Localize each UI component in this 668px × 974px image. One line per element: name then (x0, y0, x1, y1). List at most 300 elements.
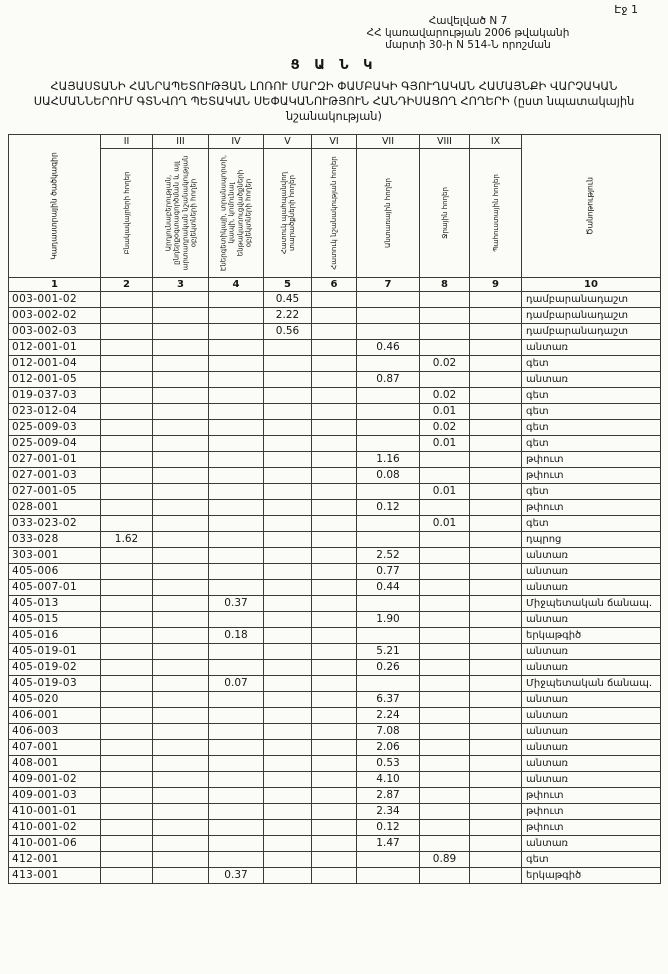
area-value-cell (153, 371, 209, 387)
area-value-cell (264, 563, 312, 579)
area-value-cell (101, 851, 153, 867)
area-value-cell (312, 451, 357, 467)
area-value-cell (420, 819, 470, 835)
area-value-cell (101, 755, 153, 771)
area-value-cell (153, 515, 209, 531)
header-reserve-lands: Պահուստային հողեր (470, 148, 522, 277)
note-cell: դամբարանադաշտ (522, 291, 661, 307)
note-cell: թփուտ (522, 451, 661, 467)
note-cell: գետ (522, 435, 661, 451)
note-cell: Միջպետական ճանապ. (522, 675, 661, 691)
area-value-cell (209, 323, 264, 339)
area-value-cell (101, 579, 153, 595)
area-value-cell (153, 867, 209, 883)
table-row (9, 803, 661, 819)
area-value-cell (153, 563, 209, 579)
area-value-cell (101, 387, 153, 403)
table-row (9, 611, 661, 627)
note-cell: անտառ (522, 691, 661, 707)
area-value-cell (209, 851, 264, 867)
area-value-cell (357, 307, 420, 323)
area-value-cell (312, 467, 357, 483)
area-value-cell (209, 403, 264, 419)
area-value-cell: 6.37 (357, 691, 420, 707)
area-value-cell (312, 355, 357, 371)
area-value-cell (209, 467, 264, 483)
roman-IV: IV (209, 134, 264, 148)
area-value-cell (209, 563, 264, 579)
area-value-cell (153, 835, 209, 851)
area-value-cell (312, 867, 357, 883)
cadastral-code-cell: 027-001-03 (9, 467, 101, 483)
area-value-cell (264, 739, 312, 755)
area-value-cell (470, 499, 522, 515)
area-value-cell (420, 691, 470, 707)
area-value-cell (420, 563, 470, 579)
area-value-cell (357, 291, 420, 307)
area-value-cell (264, 387, 312, 403)
area-value-cell (264, 483, 312, 499)
cadastral-code-cell: 410-001-06 (9, 835, 101, 851)
table-row (9, 675, 661, 691)
area-value-cell (101, 739, 153, 755)
area-value-cell (470, 867, 522, 883)
area-value-cell (209, 643, 264, 659)
area-value-cell (264, 611, 312, 627)
table-row (9, 643, 661, 659)
area-value-cell: 0.89 (420, 851, 470, 867)
area-value-cell (420, 867, 470, 883)
area-value-cell (312, 419, 357, 435)
area-value-cell (312, 435, 357, 451)
area-value-cell: 1.16 (357, 451, 420, 467)
area-value-cell: 0.26 (357, 659, 420, 675)
area-value-cell (264, 579, 312, 595)
area-value-cell (264, 787, 312, 803)
cadastral-code-cell: 410-001-02 (9, 819, 101, 835)
area-value-cell (101, 467, 153, 483)
area-value-cell (153, 611, 209, 627)
area-value-cell (470, 323, 522, 339)
note-cell: անտառ (522, 579, 661, 595)
area-value-cell (312, 851, 357, 867)
header-forest-lands: Անտառային հողեր (357, 148, 420, 277)
area-value-cell (312, 819, 357, 835)
note-cell: դպրոց (522, 531, 661, 547)
cadastral-code-cell: 406-001 (9, 707, 101, 723)
area-value-cell (312, 755, 357, 771)
area-value-cell: 0.01 (420, 483, 470, 499)
area-value-cell: 2.34 (357, 803, 420, 819)
area-value-cell (470, 627, 522, 643)
cadastral-code-cell: 023-012-04 (9, 403, 101, 419)
area-value-cell (312, 739, 357, 755)
area-value-cell (420, 451, 470, 467)
table-row (9, 451, 661, 467)
area-value-cell (153, 787, 209, 803)
area-value-cell (470, 403, 522, 419)
roman-numeral-row (9, 134, 661, 148)
table-row (9, 755, 661, 771)
table-row (9, 355, 661, 371)
area-value-cell (312, 323, 357, 339)
area-value-cell (264, 355, 312, 371)
area-value-cell: 0.02 (420, 387, 470, 403)
area-value-cell (470, 755, 522, 771)
col-num-5: 5 (264, 277, 312, 291)
table-row (9, 547, 661, 563)
area-value-cell: 0.12 (357, 499, 420, 515)
header-settlement-lands: Բնակավայրերի հողեր (101, 148, 153, 277)
table-row (9, 723, 661, 739)
note-cell: անտառ (522, 723, 661, 739)
note-cell: երկաթգիծ (522, 867, 661, 883)
cadastral-code-cell: 012-001-04 (9, 355, 101, 371)
area-value-cell (209, 451, 264, 467)
area-value-cell (209, 771, 264, 787)
area-value-cell (312, 371, 357, 387)
area-value-cell (420, 787, 470, 803)
area-value-cell (470, 451, 522, 467)
area-value-cell (209, 739, 264, 755)
table-row (9, 819, 661, 835)
area-value-cell (470, 643, 522, 659)
area-value-cell (470, 467, 522, 483)
area-value-cell (312, 643, 357, 659)
area-value-cell: 1.90 (357, 611, 420, 627)
note-cell: դամբարանադաշտ (522, 323, 661, 339)
area-value-cell (470, 771, 522, 787)
area-value-cell (153, 419, 209, 435)
col-num-2: 2 (101, 277, 153, 291)
decree-line-2: մարտի 30-ի N 514-Ն որոշման (385, 38, 551, 51)
area-value-cell: 0.01 (420, 515, 470, 531)
area-value-cell: 0.18 (209, 627, 264, 643)
area-value-cell (312, 787, 357, 803)
cadastral-code-cell: 028-001 (9, 499, 101, 515)
area-value-cell (357, 675, 420, 691)
area-value-cell (153, 595, 209, 611)
table-row (9, 771, 661, 787)
area-value-cell (101, 483, 153, 499)
area-value-cell (420, 531, 470, 547)
col-num-7: 7 (357, 277, 420, 291)
land-parcels-table (8, 134, 661, 884)
area-value-cell (264, 531, 312, 547)
area-value-cell (209, 611, 264, 627)
area-value-cell (312, 595, 357, 611)
area-value-cell (209, 371, 264, 387)
area-value-cell (312, 771, 357, 787)
column-number-row (9, 277, 661, 291)
area-value-cell (312, 691, 357, 707)
table-row (9, 531, 661, 547)
area-value-cell: 0.46 (357, 339, 420, 355)
document-heading: ՀԱՅԱՍՏԱՆԻ ՀԱՆՐԱՊԵՏՈՒԹՅԱՆ ԼՈՌՈՒ ՄԱՐԶԻ ՓԱՄԲԱԿԻ ԳՅՈՒՂԱԿԱՆ ՀԱՄԱՅՆՔԻ ՎԱՐՉԱԿԱՆ ՍԱՀՄԱՆՆԵՐՈՒՄ ԳՏՆՎՈՂ ՊԵՏԱԿԱՆ ՍԵՓԱԿԱՆՈՒԹՅՈՒՆ ՀԱՆԴԻՍԱՑՈՂ ՀՈՂԵՐԻ (ըստ նպատակային նշանակության) (33, 79, 635, 123)
area-value-cell (101, 787, 153, 803)
area-value-cell (312, 563, 357, 579)
area-value-cell (101, 451, 153, 467)
note-cell: գետ (522, 483, 661, 499)
appendix-block (318, 16, 618, 51)
area-value-cell (470, 787, 522, 803)
note-cell: գետ (522, 355, 661, 371)
col-num-6: 6 (312, 277, 357, 291)
area-value-cell (264, 707, 312, 723)
area-value-cell: 1.62 (101, 531, 153, 547)
area-value-cell (101, 627, 153, 643)
area-value-cell (101, 435, 153, 451)
area-value-cell (312, 547, 357, 563)
area-value-cell: 7.08 (357, 723, 420, 739)
cadastral-code-cell: 405-020 (9, 691, 101, 707)
area-value-cell (153, 819, 209, 835)
area-value-cell (312, 579, 357, 595)
area-value-cell (153, 675, 209, 691)
note-cell: երկաթգիծ (522, 627, 661, 643)
area-value-cell: 0.12 (357, 819, 420, 835)
note-cell: գետ (522, 403, 661, 419)
table-row (9, 291, 661, 307)
col-num-8: 8 (420, 277, 470, 291)
cadastral-code-cell: 405-016 (9, 627, 101, 643)
area-value-cell (209, 755, 264, 771)
note-cell: անտառ (522, 659, 661, 675)
area-value-cell (264, 803, 312, 819)
table-row (9, 323, 661, 339)
area-value-cell (470, 659, 522, 675)
cadastral-code-cell: 027-001-01 (9, 451, 101, 467)
cadastral-code-cell: 003-001-02 (9, 291, 101, 307)
area-value-cell (470, 307, 522, 323)
area-value-cell (312, 627, 357, 643)
area-value-cell (264, 723, 312, 739)
cadastral-code-cell: 033-023-02 (9, 515, 101, 531)
area-value-cell (357, 403, 420, 419)
area-value-cell (420, 339, 470, 355)
area-value-cell (420, 675, 470, 691)
area-value-cell (312, 307, 357, 323)
area-value-cell (264, 819, 312, 835)
list-title: Ց Ա Ն Կ (290, 58, 378, 74)
area-value-cell (470, 675, 522, 691)
cadastral-code-cell: 012-001-01 (9, 339, 101, 355)
area-value-cell (312, 483, 357, 499)
area-value-cell (153, 355, 209, 371)
table-row (9, 467, 661, 483)
area-value-cell (470, 579, 522, 595)
table-row (9, 371, 661, 387)
area-value-cell (209, 499, 264, 515)
cadastral-code-cell: 012-001-05 (9, 371, 101, 387)
area-value-cell (153, 707, 209, 723)
cadastral-code-cell: 409-001-03 (9, 787, 101, 803)
area-value-cell (209, 355, 264, 371)
area-value-cell (209, 659, 264, 675)
area-value-cell (101, 291, 153, 307)
appendix-title: Հավելված N 7 (428, 15, 508, 27)
area-value-cell (101, 595, 153, 611)
cadastral-code-cell: 025-009-03 (9, 419, 101, 435)
area-value-cell (101, 611, 153, 627)
area-value-cell (153, 307, 209, 323)
note-cell: թփուտ (522, 467, 661, 483)
area-value-cell (312, 803, 357, 819)
table-row (9, 867, 661, 883)
header-notes: Ծանոթություն (522, 134, 661, 277)
area-value-cell (153, 387, 209, 403)
area-value-cell (470, 611, 522, 627)
area-value-cell (420, 707, 470, 723)
area-value-cell (153, 627, 209, 643)
col-num-3: 3 (153, 277, 209, 291)
area-value-cell (153, 739, 209, 755)
area-value-cell (101, 307, 153, 323)
area-value-cell: 4.10 (357, 771, 420, 787)
header-cadastral-code: Կադաստրային ծածկագիր (9, 134, 101, 277)
roman-II: II (101, 134, 153, 148)
table-row (9, 435, 661, 451)
cadastral-code-cell: 405-015 (9, 611, 101, 627)
area-value-cell (153, 483, 209, 499)
area-value-cell (209, 291, 264, 307)
area-value-cell (264, 691, 312, 707)
roman-IX: IX (470, 134, 522, 148)
area-value-cell (209, 691, 264, 707)
area-value-cell (264, 451, 312, 467)
area-value-cell (101, 835, 153, 851)
page-number: Էջ 1 (614, 3, 638, 16)
area-value-cell (420, 739, 470, 755)
note-cell: անտառ (522, 707, 661, 723)
area-value-cell (153, 723, 209, 739)
area-value-cell (470, 419, 522, 435)
area-value-cell (264, 659, 312, 675)
area-value-cell (470, 547, 522, 563)
area-value-cell (312, 723, 357, 739)
area-value-cell (470, 819, 522, 835)
area-value-cell (420, 627, 470, 643)
header-industrial-lands: Արդյունաբերության, ընդերքօգտագործման և այլ արտադրական նշանակության օբյեկտների հողեր (153, 148, 209, 277)
area-value-cell (357, 851, 420, 867)
area-value-cell (209, 723, 264, 739)
note-cell: անտառ (522, 563, 661, 579)
cadastral-code-cell: 025-009-04 (9, 435, 101, 451)
area-value-cell (101, 819, 153, 835)
area-value-cell (312, 531, 357, 547)
area-value-cell (470, 515, 522, 531)
area-value-cell (153, 579, 209, 595)
note-cell: անտառ (522, 755, 661, 771)
area-value-cell (420, 323, 470, 339)
area-value-cell (264, 371, 312, 387)
area-value-cell (153, 435, 209, 451)
table-row (9, 835, 661, 851)
area-value-cell (209, 339, 264, 355)
table-row (9, 499, 661, 515)
area-value-cell (101, 339, 153, 355)
area-value-cell (209, 835, 264, 851)
area-value-cell (420, 467, 470, 483)
area-value-cell (101, 547, 153, 563)
area-value-cell (470, 707, 522, 723)
area-value-cell (101, 867, 153, 883)
col-num-1: 1 (9, 277, 101, 291)
col-num-9: 9 (470, 277, 522, 291)
cadastral-code-cell: 033-028 (9, 531, 101, 547)
cadastral-code-cell: 003-002-02 (9, 307, 101, 323)
area-value-cell (470, 483, 522, 499)
area-value-cell (101, 563, 153, 579)
roman-VI: VI (312, 134, 357, 148)
area-value-cell (101, 499, 153, 515)
table-row (9, 339, 661, 355)
roman-VIII: VIII (420, 134, 470, 148)
table-row (9, 307, 661, 323)
area-value-cell (101, 371, 153, 387)
table-row (9, 691, 661, 707)
cadastral-code-cell: 410-001-01 (9, 803, 101, 819)
cadastral-code-cell: 406-003 (9, 723, 101, 739)
area-value-cell (357, 595, 420, 611)
area-value-cell (470, 851, 522, 867)
header-water-lands: Ջրային հողեր (420, 148, 470, 277)
area-value-cell (420, 659, 470, 675)
area-value-cell (357, 323, 420, 339)
table-row (9, 387, 661, 403)
area-value-cell (101, 323, 153, 339)
area-value-cell (264, 467, 312, 483)
area-value-cell (153, 323, 209, 339)
area-value-cell (153, 531, 209, 547)
area-value-cell (312, 515, 357, 531)
area-value-cell: 0.87 (357, 371, 420, 387)
roman-V: V (264, 134, 312, 148)
area-value-cell (420, 643, 470, 659)
roman-III: III (153, 134, 209, 148)
cadastral-code-cell: 408-001 (9, 755, 101, 771)
area-value-cell (101, 675, 153, 691)
note-cell: գետ (522, 515, 661, 531)
area-value-cell (101, 515, 153, 531)
area-value-cell (153, 659, 209, 675)
cadastral-code-cell: 405-006 (9, 563, 101, 579)
area-value-cell (264, 867, 312, 883)
area-value-cell (153, 403, 209, 419)
table-row (9, 787, 661, 803)
area-value-cell (101, 403, 153, 419)
area-value-cell (101, 643, 153, 659)
area-value-cell (357, 515, 420, 531)
area-value-cell: 2.22 (264, 307, 312, 323)
area-value-cell (312, 675, 357, 691)
area-value-cell (470, 723, 522, 739)
table-row (9, 403, 661, 419)
cadastral-code-cell: 412-001 (9, 851, 101, 867)
area-value-cell: 2.52 (357, 547, 420, 563)
area-value-cell (420, 755, 470, 771)
note-cell: գետ (522, 419, 661, 435)
area-value-cell (153, 339, 209, 355)
area-value-cell (470, 531, 522, 547)
area-value-cell (264, 771, 312, 787)
note-cell: անտառ (522, 771, 661, 787)
area-value-cell: 0.44 (357, 579, 420, 595)
area-value-cell (312, 291, 357, 307)
area-value-cell: 2.87 (357, 787, 420, 803)
area-value-cell (101, 691, 153, 707)
cadastral-code-cell: 407-001 (9, 739, 101, 755)
